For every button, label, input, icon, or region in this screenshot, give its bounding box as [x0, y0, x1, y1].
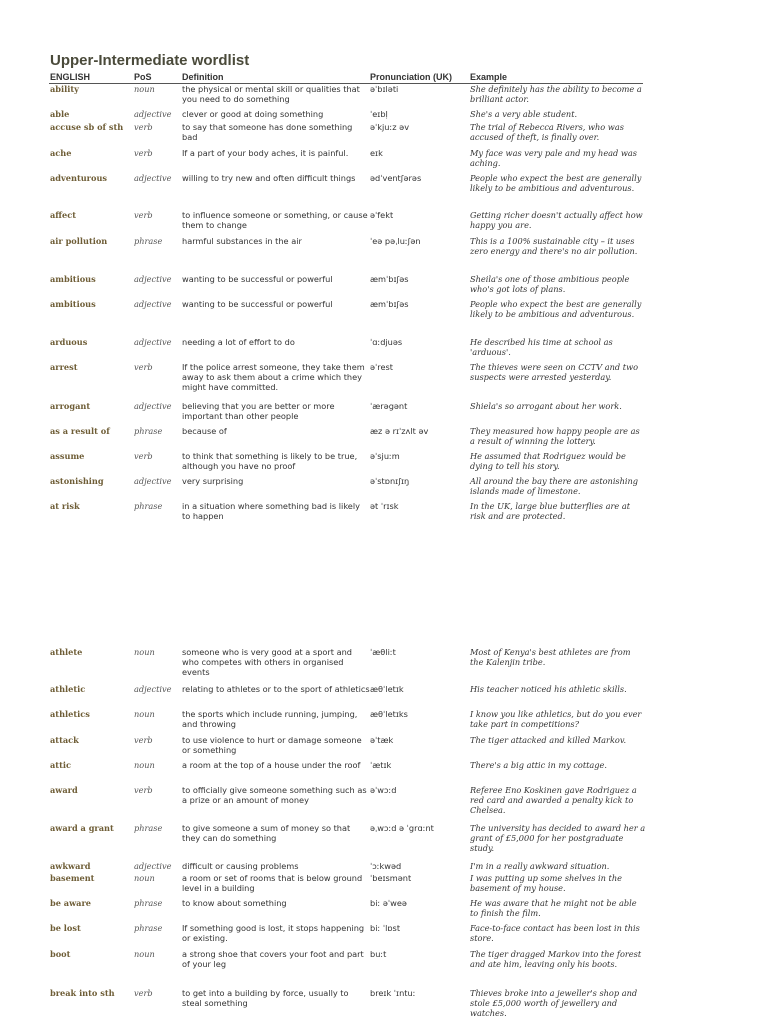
header-english: ENGLISH — [50, 72, 91, 82]
pos-cell: verb — [134, 988, 153, 998]
pos-cell: noun — [134, 873, 155, 883]
example-cell: Getting richer doesn't actually affect how happy you are. — [470, 210, 643, 230]
definition-cell: believing that you are better or more important than other people — [182, 401, 335, 421]
example-cell: The tiger dragged Markov into the forest and ate him, leaving only his boots. — [470, 949, 642, 969]
definition-cell: a room at the top of a house under the roof — [182, 760, 361, 770]
pos-cell: phrase — [134, 236, 163, 246]
word-cell: as a result of — [50, 426, 110, 436]
pos-cell: noun — [134, 709, 155, 719]
pronunciation-cell: ˈeə pəˌluːʃən — [370, 236, 421, 246]
example-cell: Face-to-face contact has been lost in this store. — [470, 923, 640, 943]
word-cell: ambitious — [50, 299, 96, 309]
definition-cell: If a part of your body aches, it is painful. — [182, 148, 349, 158]
example-cell: The tiger attacked and killed Markov. — [470, 735, 627, 745]
pronunciation-cell: əˈwɔːd — [370, 785, 397, 795]
definition-cell: to use violence to hurt or damage someone or something — [182, 735, 362, 755]
pos-cell: phrase — [134, 426, 163, 436]
pos-cell: verb — [134, 122, 153, 132]
pos-cell: verb — [134, 451, 153, 461]
example-cell: His teacher noticed his athletic skills. — [470, 684, 627, 694]
pronunciation-cell: ˈɑːdjuəs — [370, 337, 403, 347]
definition-cell: in a situation where something bad is likely to happen — [182, 501, 360, 521]
word-cell: attic — [50, 760, 71, 770]
header-pronunciation: Pronunciation (UK) — [370, 72, 452, 82]
word-cell: arduous — [50, 337, 88, 347]
pos-cell: verb — [134, 210, 153, 220]
pos-cell: verb — [134, 735, 153, 745]
example-cell: He assumed that Rodriguez would be dying to tell his story. — [470, 451, 626, 471]
definition-cell: a strong shoe that covers your foot and part of your leg — [182, 949, 364, 969]
definition-cell: to think that something is likely to be true, although you have no proof — [182, 451, 358, 471]
pronunciation-cell: breɪk ˈɪntuː — [370, 988, 416, 998]
word-cell: assume — [50, 451, 85, 461]
word-cell: ambitious — [50, 274, 96, 284]
example-cell: This is a 100% sustainable city – it uses zero energy and there's no air pollution. — [470, 236, 638, 256]
definition-cell: a room or set of rooms that is below ground level in a building — [182, 873, 363, 893]
word-cell: be lost — [50, 923, 81, 933]
definition-cell: to officially give someone something such as a prize or an amount of money — [182, 785, 367, 805]
word-cell: award a grant — [50, 823, 114, 833]
pos-cell: phrase — [134, 898, 163, 908]
example-cell: They measured how happy people are as a result of winning the lottery. — [470, 426, 640, 446]
pronunciation-cell: ˈærəgənt — [370, 401, 408, 411]
header-definition: Definition — [182, 72, 224, 82]
pronunciation-cell: əˈfekt — [370, 210, 394, 220]
pos-cell: adjective — [134, 299, 172, 309]
definition-cell: someone who is very good at a sport and who competes with others in organised events — [182, 647, 352, 677]
pos-cell: adjective — [134, 401, 172, 411]
example-cell: She definitely has the ability to become a brilliant actor. — [470, 84, 642, 104]
pronunciation-cell: əˈkjuːz əv — [370, 122, 410, 132]
word-cell: ability — [50, 84, 79, 94]
word-cell: arrogant — [50, 401, 91, 411]
example-cell: There's a big attic in my cottage. — [470, 760, 608, 770]
word-cell: at risk — [50, 501, 80, 511]
example-cell: I know you like athletics, but do you ever take part in competitions? — [470, 709, 642, 729]
word-cell: accuse sb of sth — [50, 122, 124, 132]
example-cell: People who expect the best are generally likely to be ambitious and adventurous. — [470, 299, 642, 319]
definition-cell: the sports which include running, jumping, and throwing — [182, 709, 358, 729]
word-cell: astonishing — [50, 476, 104, 486]
definition-cell: needing a lot of effort to do — [182, 337, 295, 347]
word-cell: able — [50, 109, 70, 119]
pronunciation-cell: ˈætɪk — [370, 760, 392, 770]
pos-cell: verb — [134, 148, 153, 158]
pronunciation-cell: æmˈbɪʃəs — [370, 299, 409, 309]
pronunciation-cell: biː əˈweə — [370, 898, 407, 908]
example-cell: The trial of Rebecca Rivers, who was accused of theft, is finally over. — [470, 122, 624, 142]
pronunciation-cell: eɪk — [370, 148, 383, 158]
example-cell: I'm in a really awkward situation. — [470, 861, 610, 871]
example-cell: My face was very pale and my head was aching. — [470, 148, 637, 168]
word-cell: awkward — [50, 861, 91, 871]
pronunciation-cell: buːt — [370, 949, 387, 959]
definition-cell: willing to try new and often difficult things — [182, 173, 356, 183]
definition-cell: the physical or mental skill or qualities that you need to do something — [182, 84, 360, 104]
pos-cell: phrase — [134, 501, 163, 511]
word-cell: basement — [50, 873, 95, 883]
definition-cell: harmful substances in the air — [182, 236, 302, 246]
pos-cell: noun — [134, 84, 155, 94]
word-cell: air pollution — [50, 236, 108, 246]
pronunciation-cell: ˈeɪbḷ — [370, 109, 388, 119]
example-cell: She's a very able student. — [470, 109, 578, 119]
word-cell: award — [50, 785, 78, 795]
example-cell: He described his time at school as 'arduous'. — [470, 337, 613, 357]
pronunciation-cell: əˈrest — [370, 362, 393, 372]
example-cell: In the UK, large blue butterflies are at risk and are protected. — [470, 501, 631, 521]
definition-cell: to say that someone has done something bad — [182, 122, 353, 142]
definition-cell: to influence someone or something, or cause them to change — [182, 210, 368, 230]
pos-cell: adjective — [134, 337, 172, 347]
header-example: Example — [470, 72, 508, 82]
pos-cell: adjective — [134, 684, 172, 694]
example-cell: I was putting up some shelves in the basement of my house. — [470, 873, 622, 893]
definition-cell: because of — [182, 426, 227, 436]
example-cell: Most of Kenya's best athletes are from the Kalenjin tribe. — [470, 647, 631, 667]
definition-cell: If something good is lost, it stops happening or existing. — [182, 923, 365, 943]
pronunciation-cell: əˈstɒnɪʃɪŋ — [370, 476, 410, 486]
example-cell: He was aware that he might not be able to finish the film. — [470, 898, 637, 918]
pronunciation-cell: æθˈletɪks — [370, 709, 408, 719]
pronunciation-cell: ˈbeɪsmənt — [370, 873, 412, 883]
word-cell: affect — [50, 210, 77, 220]
pos-cell: adjective — [134, 109, 172, 119]
word-cell: break into sth — [50, 988, 115, 998]
pos-cell: verb — [134, 362, 153, 372]
example-cell: The university has decided to award her a grant of £5,000 for her postgraduate study. — [470, 823, 646, 853]
pos-cell: adjective — [134, 173, 172, 183]
example-cell: The thieves were seen on CCTV and two suspects were arrested yesterday. — [470, 362, 639, 382]
pos-cell: noun — [134, 949, 155, 959]
word-cell: arrest — [50, 362, 78, 372]
pos-cell: noun — [134, 760, 155, 770]
pronunciation-cell: ət ˈrɪsk — [370, 501, 399, 511]
word-cell: athletics — [50, 709, 90, 719]
definition-cell: wanting to be successful or powerful — [182, 274, 333, 284]
pronunciation-cell: əˌwɔːd ə ˈgrɑːnt — [370, 823, 434, 833]
example-cell: Shiela's so arrogant about her work. — [470, 401, 622, 411]
pos-cell: adjective — [134, 476, 172, 486]
word-cell: be aware — [50, 898, 91, 908]
pronunciation-cell: æz ə rɪˈzʌlt əv — [370, 426, 429, 436]
pos-cell: verb — [134, 785, 153, 795]
word-cell: attack — [50, 735, 79, 745]
pos-cell: noun — [134, 647, 155, 657]
example-cell: All around the bay there are astonishing islands made of limestone. — [470, 476, 639, 496]
definition-cell: to give someone a sum of money so that they can do something — [182, 823, 351, 843]
definition-cell: to get into a building by force, usually to steal something — [182, 988, 349, 1008]
pronunciation-cell: ˈæθliːt — [370, 647, 396, 657]
example-cell: Thieves broke into a jeweller's shop and stole £5,000 worth of jewellery and watches. — [470, 988, 638, 1018]
page-title: Upper-Intermediate wordlist — [50, 52, 250, 69]
pos-cell: phrase — [134, 923, 163, 933]
pos-cell: phrase — [134, 823, 163, 833]
pronunciation-cell: əˈsjuːm — [370, 451, 400, 461]
example-cell: Referee Eno Koskinen gave Rodriguez a red card and awarded a penalty kick to Chelsea. — [470, 785, 637, 815]
pronunciation-cell: əˈbɪləti — [370, 84, 399, 94]
definition-cell: clever or good at doing something — [182, 109, 324, 119]
word-cell: boot — [50, 949, 71, 959]
pronunciation-cell: æmˈbɪʃəs — [370, 274, 409, 284]
pronunciation-cell: biː ˈlɒst — [370, 923, 401, 933]
definition-cell: If the police arrest someone, they take them away to ask them about a crime which they might have committed. — [182, 362, 365, 392]
definition-cell: wanting to be successful or powerful — [182, 299, 333, 309]
word-cell: athletic — [50, 684, 86, 694]
pronunciation-cell: ədˈventʃərəs — [370, 173, 422, 183]
header-pos: PoS — [134, 72, 152, 82]
example-cell: People who expect the best are generally likely to be ambitious and adventurous. — [470, 173, 642, 193]
pronunciation-cell: əˈtæk — [370, 735, 394, 745]
word-cell: ache — [50, 148, 72, 158]
definition-cell: to know about something — [182, 898, 287, 908]
word-cell: adventurous — [50, 173, 108, 183]
pronunciation-cell: æθˈletɪk — [370, 684, 404, 694]
example-cell: Sheila's one of those ambitious people who's got lots of plans. — [470, 274, 630, 294]
definition-cell: relating to athletes or to the sport of athletics — [182, 684, 370, 694]
pos-cell: adjective — [134, 274, 172, 284]
definition-cell: difficult or causing problems — [182, 861, 299, 871]
pos-cell: adjective — [134, 861, 172, 871]
definition-cell: very surprising — [182, 476, 244, 486]
pronunciation-cell: ˈɔːkwəd — [370, 861, 402, 871]
word-cell: athlete — [50, 647, 83, 657]
